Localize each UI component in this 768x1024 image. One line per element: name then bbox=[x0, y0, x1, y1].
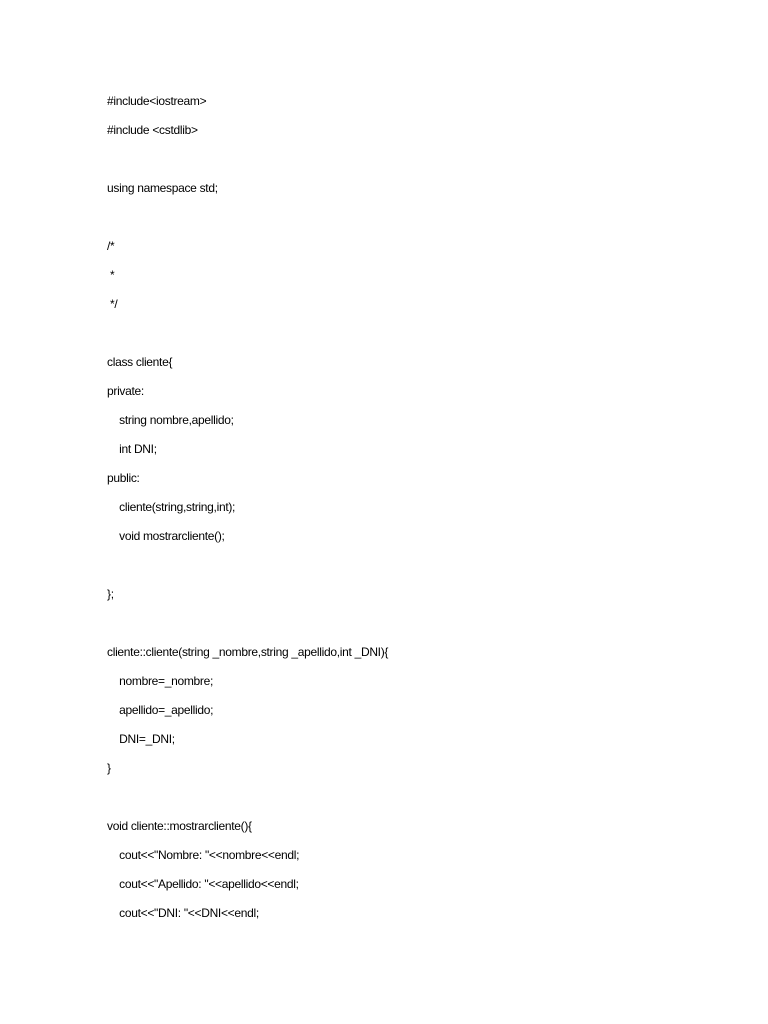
code-line: /* bbox=[107, 239, 115, 253]
code-line: class cliente{ bbox=[107, 355, 173, 369]
code-line: apellido=_apellido; bbox=[107, 703, 214, 717]
code-line: DNI=_DNI; bbox=[107, 732, 175, 746]
code-line: * bbox=[107, 268, 115, 282]
code-line: #include <cstdlib> bbox=[107, 123, 198, 137]
code-line bbox=[107, 323, 388, 352]
code-line: #include<iostream> bbox=[107, 94, 207, 108]
code-line: cliente(string,string,int); bbox=[107, 500, 236, 514]
code-line bbox=[107, 787, 388, 816]
code-line: string nombre,apellido; bbox=[107, 413, 234, 427]
code-line bbox=[107, 149, 388, 178]
code-line: public: bbox=[107, 471, 140, 485]
code-line: void cliente::mostrarcliente(){ bbox=[107, 819, 252, 833]
code-line bbox=[107, 613, 388, 642]
code-line: nombre=_nombre; bbox=[107, 674, 214, 688]
code-line: using namespace std; bbox=[107, 181, 218, 195]
code-line: private: bbox=[107, 384, 144, 398]
code-line: void mostrarcliente(); bbox=[107, 529, 225, 543]
code-listing bbox=[107, 91, 388, 932]
code-line: } bbox=[107, 761, 111, 775]
code-line: cout<<"Nombre: "<<nombre<<endl; bbox=[107, 848, 300, 862]
code-line: cout<<"DNI: "<<DNI<<endl; bbox=[107, 906, 259, 920]
code-line: */ bbox=[107, 297, 118, 311]
code-line: cout<<"Apellido: "<<apellido<<endl; bbox=[107, 877, 299, 891]
code-line bbox=[107, 207, 388, 236]
code-line bbox=[107, 555, 388, 584]
code-line: int DNI; bbox=[107, 442, 157, 456]
code-line: }; bbox=[107, 587, 114, 601]
code-line: cliente::cliente(string _nombre,string _apellido,int _DNI){ bbox=[107, 645, 389, 659]
